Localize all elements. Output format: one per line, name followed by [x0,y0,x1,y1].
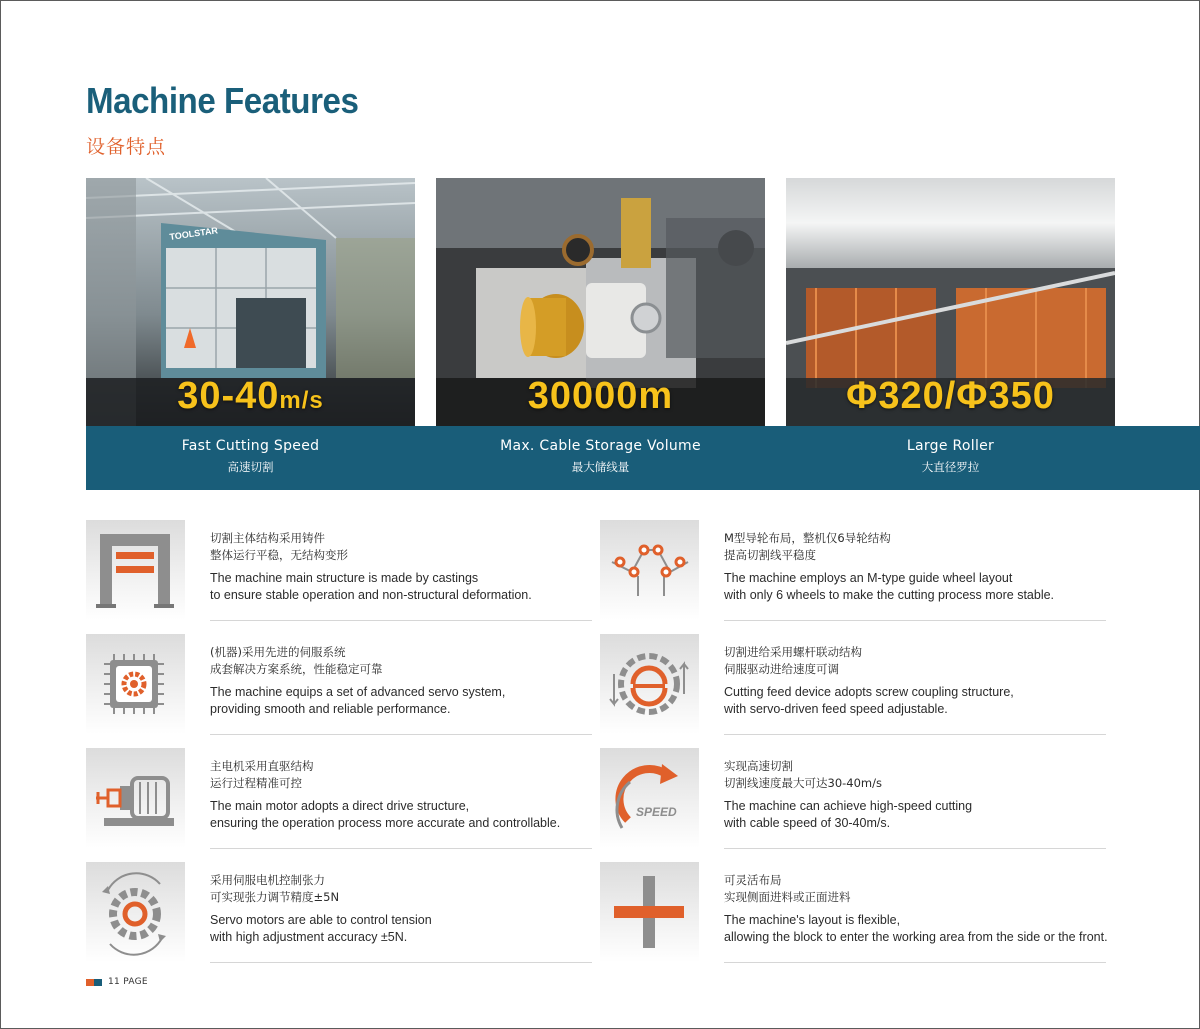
motor-icon [86,748,185,848]
roller-diameter-value: Φ320/Φ350 [846,375,1055,417]
caption-zh: 大直径罗拉 [921,460,980,474]
divider [724,734,1106,735]
caption-en: Max. Cable Storage Volume [500,438,701,454]
feature-high-speed-cutting: SPEED 实现高速切割 切割线速度最大可达30-40m/s The machine can achieve high-speed cutting with cable speed of 30-40m/s. [600,748,1120,848]
toolstar-brand-text: TOOLSTAR [168,225,219,242]
feature-flexible-layout: 可灵活布局 实现侧面进料或正面进料 The machine's layout is flexible, allowing the block to enter the working area from the side or the front. [600,862,1120,962]
divider [724,848,1106,849]
feature-casting-structure: 切割主体结构采用铸件 整体运行平稳，无结构变形 The machine main structure is made by castings to ensure stable operation and non-structural deformation. [86,520,606,620]
feature-servo-system: (机器)采用先进的伺服系统 成套解决方案系统，性能稳定可靠 The machine equips a set of advanced servo system, providing smooth and reliable performance. [86,634,606,734]
divider [210,734,592,735]
photo-large-roller [786,178,1115,426]
guide-wheel-icon [600,520,699,620]
speed-icon [600,748,699,848]
photo-cable-storage [436,178,765,426]
cross-layout-icon [600,862,699,962]
page-title: Machine Features [86,80,359,121]
speed-icon-text: SPEED [636,805,677,819]
caption-zh: 最大储线量 [571,460,630,474]
divider [210,962,592,963]
cutting-speed-value: 30-40m/s [177,375,324,417]
footer-mark-orange [86,979,94,986]
divider [724,620,1106,621]
page-number: 11 PAGE [108,977,148,987]
divider [210,848,592,849]
page-footer [86,977,148,987]
caption-cutting-speed [86,438,415,475]
footer-mark-blue [94,979,102,986]
divider [210,620,592,621]
casting-frame-icon [86,520,185,620]
photo-cutting-speed [86,178,415,426]
feature-screw-feed: 切割进给采用螺杆联动结构 伺服驱动进给速度可调 Cutting feed device adopts screw coupling structure, with servo-driven feed speed adjustable. [600,634,1120,734]
caption-large-roller [786,438,1115,475]
servo-chip-icon [86,634,185,734]
caption-zh: 高速切割 [227,460,274,474]
caption-cable-storage [436,438,765,475]
divider [724,962,1106,963]
feature-m-guide-wheels: M型导轮布局，整机仅6导轮结构 提高切割线平稳度 The machine employs an M-type guide wheel layout with only 6 wheels to make the cutting process more stable. [600,520,1120,620]
cable-storage-value: 30000m [527,375,674,417]
feature-servo-tension: 采用伺服电机控制张力 可实现张力调节精度±5N Servo motors are able to control tension with high adjustment accuracy ±5N. [86,862,606,962]
page-subtitle: 设备特点 [86,136,167,158]
screw-feed-icon [600,634,699,734]
caption-en: Fast Cutting Speed [181,438,320,454]
tension-gear-icon [86,862,185,962]
caption-en: Large Roller [906,438,995,454]
feature-direct-drive-motor: 主电机采用直驱结构 运行过程精准可控 The main motor adopts a direct drive structure, ensuring the operation process more accurate and controllable. [86,748,606,848]
